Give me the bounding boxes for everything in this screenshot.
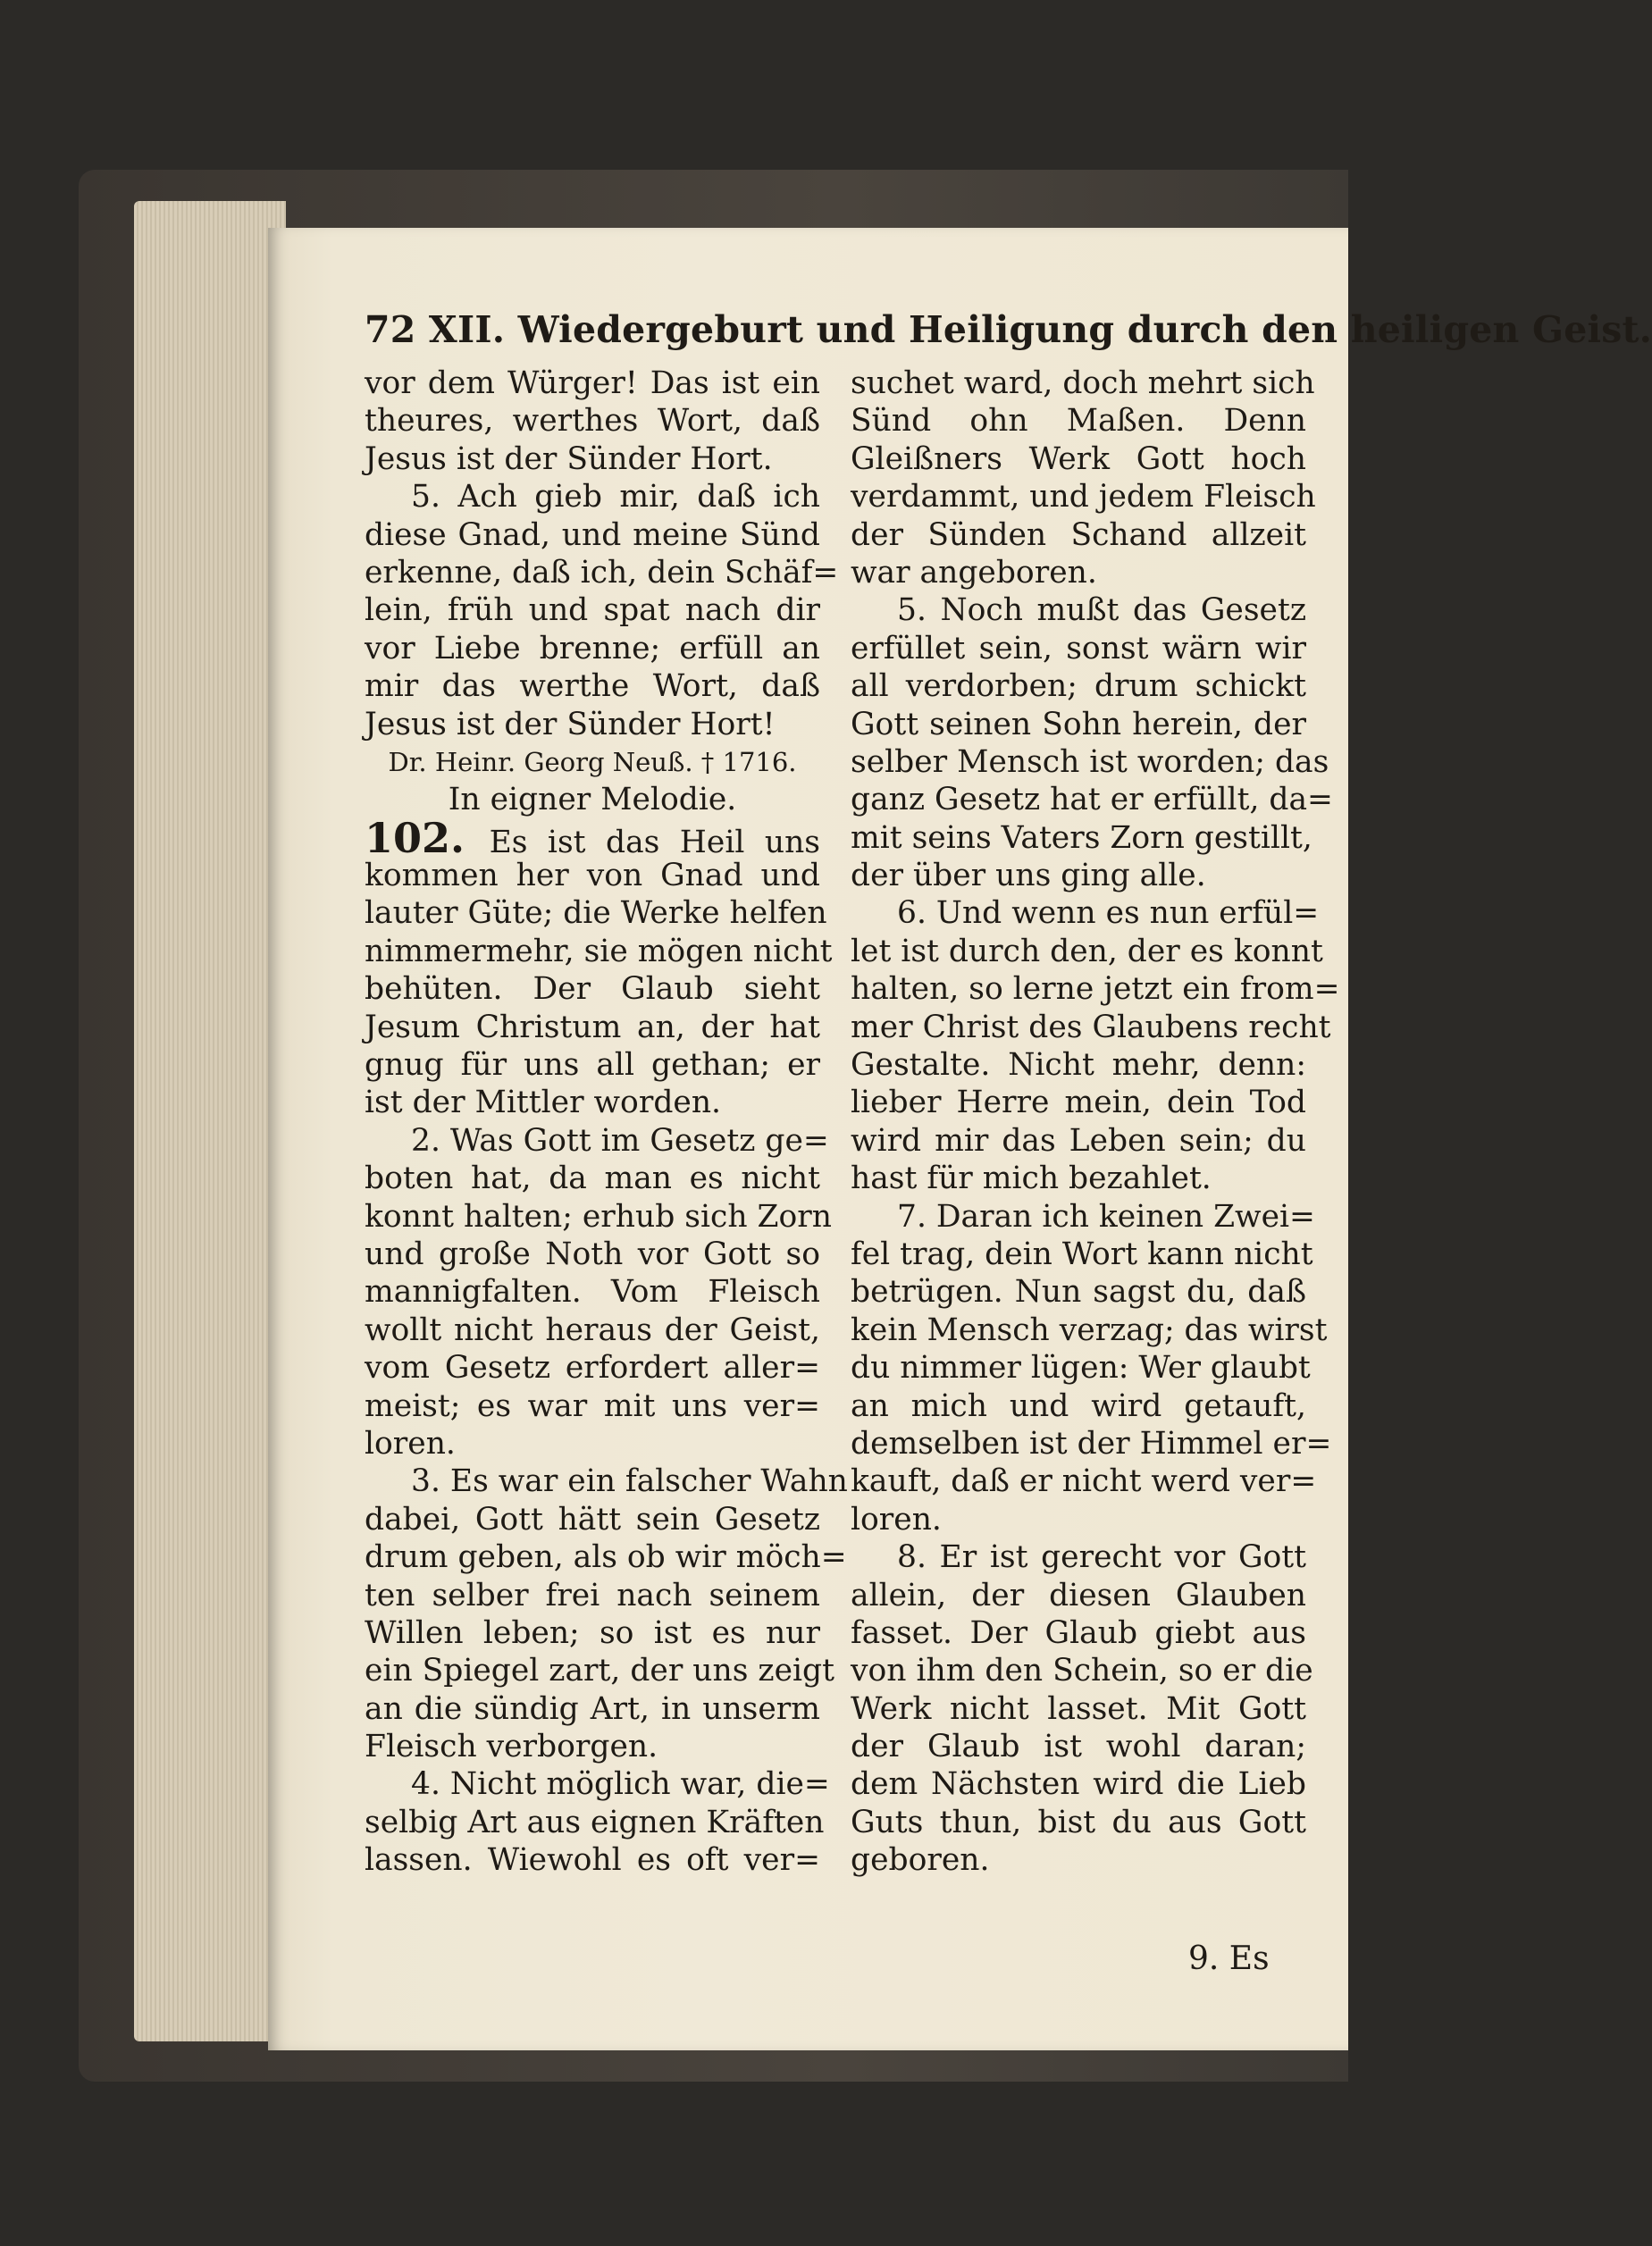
text-line: selbig Art aus eignen Kräften <box>365 1804 825 1840</box>
text-line: selber Mensch ist worden; das <box>851 743 1329 780</box>
text-line: Dr. Heinr. Georg Neuß. † 1716. <box>388 746 797 777</box>
text-line: 5. Noch mußt das Gesetz <box>897 592 1306 629</box>
text-line: vom Gesetz erfordert aller= <box>365 1350 820 1387</box>
text-line: mer Christ des Glaubens recht <box>851 1009 1331 1045</box>
text-line: und große Noth vor Gott so <box>365 1236 820 1272</box>
text-line: lassen. Wiewohl es oft ver= <box>365 1842 820 1879</box>
text-line: von ihm den Schein, so er die <box>851 1653 1313 1689</box>
text-line: Gestalte. Nicht mehr, denn: <box>851 1047 1306 1084</box>
text-line: drum geben, als ob wir möch= <box>365 1539 847 1576</box>
text-line: konnt halten; erhub sich Zorn <box>365 1198 832 1235</box>
text-line: an mich und wird getauft, <box>851 1387 1306 1424</box>
text-line: mir das werthe Wort, daß <box>365 668 820 705</box>
text-line: loren. <box>851 1501 942 1538</box>
text-line: Jesus ist der Sünder Hort! <box>365 706 776 742</box>
text-line: 7. Daran ich keinen Zwei= <box>897 1198 1315 1235</box>
text-line: 3. Es war ein falscher Wahn <box>411 1463 848 1500</box>
right-column <box>851 365 1340 1880</box>
text-line: betrügen. Nun sagst du, daß <box>851 1274 1306 1311</box>
text-line: fel trag, dein Wort kann nicht <box>851 1236 1313 1272</box>
text-line: der Glaub ist wohl daran; <box>851 1729 1306 1765</box>
catchword: 9. Es <box>1188 1940 1270 1977</box>
text-line: an die sündig Art, in unserm <box>365 1690 820 1727</box>
text-line: Gleißners Werk Gott hoch <box>851 440 1306 477</box>
text-line: lein, früh und spat nach dir <box>365 592 820 629</box>
text-line: behüten. Der Glaub sieht <box>365 971 820 1008</box>
text-line: all verdorben; drum schickt <box>851 668 1306 705</box>
text-line: erkenne, daß ich, dein Schäf= <box>365 554 839 591</box>
text-line: ist der Mittler worden. <box>365 1085 722 1121</box>
text-line: Jesus ist der Sünder Hort. <box>365 440 773 477</box>
text-line: Fleisch verborgen. <box>365 1729 658 1765</box>
text-line: let ist durch den, der es konnt <box>851 933 1323 969</box>
text-line: Jesum Christum an, der hat <box>365 1009 820 1045</box>
text-line: geboren. <box>851 1842 990 1879</box>
text-line: Willen leben; so ist es nur <box>365 1614 820 1651</box>
text-line: kauft, daß er nicht werd ver= <box>851 1463 1317 1500</box>
text-line: du nimmer lügen: Wer glaubt <box>851 1350 1311 1387</box>
text-line: suchet ward, doch mehrt sich <box>851 365 1315 401</box>
text-line: der Sünden Schand allzeit <box>851 516 1306 553</box>
text-line: vor dem Würger! Das ist ein <box>365 365 820 401</box>
text-line: 4. Nicht möglich war, die= <box>411 1766 830 1803</box>
text-line: Werk nicht lasset. Mit Gott <box>851 1690 1306 1727</box>
text-line: boten hat, da man es nicht <box>365 1161 820 1197</box>
text-line: dabei, Gott hätt sein Gesetz <box>365 1501 820 1538</box>
left-column <box>365 365 848 1880</box>
text-line: vor Liebe brenne; erfüll an <box>365 630 820 666</box>
text-line: kein Mensch verzag; das wirst <box>851 1312 1328 1348</box>
text-line: 2. Was Gott im Gesetz ge= <box>411 1122 829 1159</box>
text-line: loren. <box>365 1425 456 1462</box>
text-line: nimmermehr, sie mögen nicht <box>365 933 833 969</box>
text-line: demselben ist der Himmel er= <box>851 1425 1332 1462</box>
text-line: gnug für uns all gethan; er <box>365 1047 820 1084</box>
text-line: ein Spiegel zart, der uns zeigt <box>365 1653 834 1689</box>
text-line: ten selber frei nach seinem <box>365 1577 820 1613</box>
text-line: 102. Es ist das Heil uns <box>365 813 820 862</box>
text-line: Gott seinen Sohn herein, der <box>851 706 1306 742</box>
text-line: der über uns ging alle. <box>851 858 1206 894</box>
text-line: halten, so lerne jetzt ein from= <box>851 971 1340 1008</box>
text-line: allein, der diesen Glauben <box>851 1577 1306 1613</box>
text-line: 6. Und wenn es nun erfül= <box>897 895 1320 932</box>
text-line: 8. Er ist gerecht vor Gott <box>897 1539 1306 1576</box>
text-line: theures, werthes Wort, daß <box>365 403 820 440</box>
text-line: erfüllet sein, sonst wärn wir <box>851 630 1306 666</box>
text-line: Sünd ohn Maßen. Denn <box>851 403 1306 440</box>
text-line: ganz Gesetz hat er erfüllt, da= <box>851 782 1333 818</box>
text-line: war angeboren. <box>851 554 1097 591</box>
text-line: wollt nicht heraus der Geist, <box>365 1312 820 1348</box>
text-line: lieber Herre mein, dein Tod <box>851 1085 1306 1121</box>
text-line: mannigfalten. Vom Fleisch <box>365 1274 820 1311</box>
text-line: verdammt, und jedem Fleisch <box>851 479 1316 515</box>
page-edges <box>134 201 286 2041</box>
text-line: wird mir das Leben sein; du <box>851 1122 1306 1159</box>
text-line: mit seins Vaters Zorn gestillt, <box>851 819 1312 856</box>
text-line: fasset. Der Glaub giebt aus <box>851 1614 1306 1651</box>
text-line: diese Gnad, und meine Sünd <box>365 516 820 553</box>
text-line: Guts thun, bist du aus Gott <box>851 1804 1306 1840</box>
text-line: In eigner Melodie. <box>448 782 737 818</box>
text-line: meist; es war mit uns ver= <box>365 1387 820 1424</box>
text-line: dem Nächsten wird die Lieb <box>851 1766 1306 1803</box>
text-line: kommen her von Gnad und <box>365 858 820 894</box>
text-line: hast für mich bezahlet. <box>851 1161 1212 1197</box>
text-line: lauter Güte; die Werke helfen <box>365 895 827 932</box>
running-header: 72 XII. Wiedergeburt und Heiligung durch den heiligen Geist. <box>365 308 1652 351</box>
text-line: 5. Ach gieb mir, daß ich <box>411 479 820 515</box>
